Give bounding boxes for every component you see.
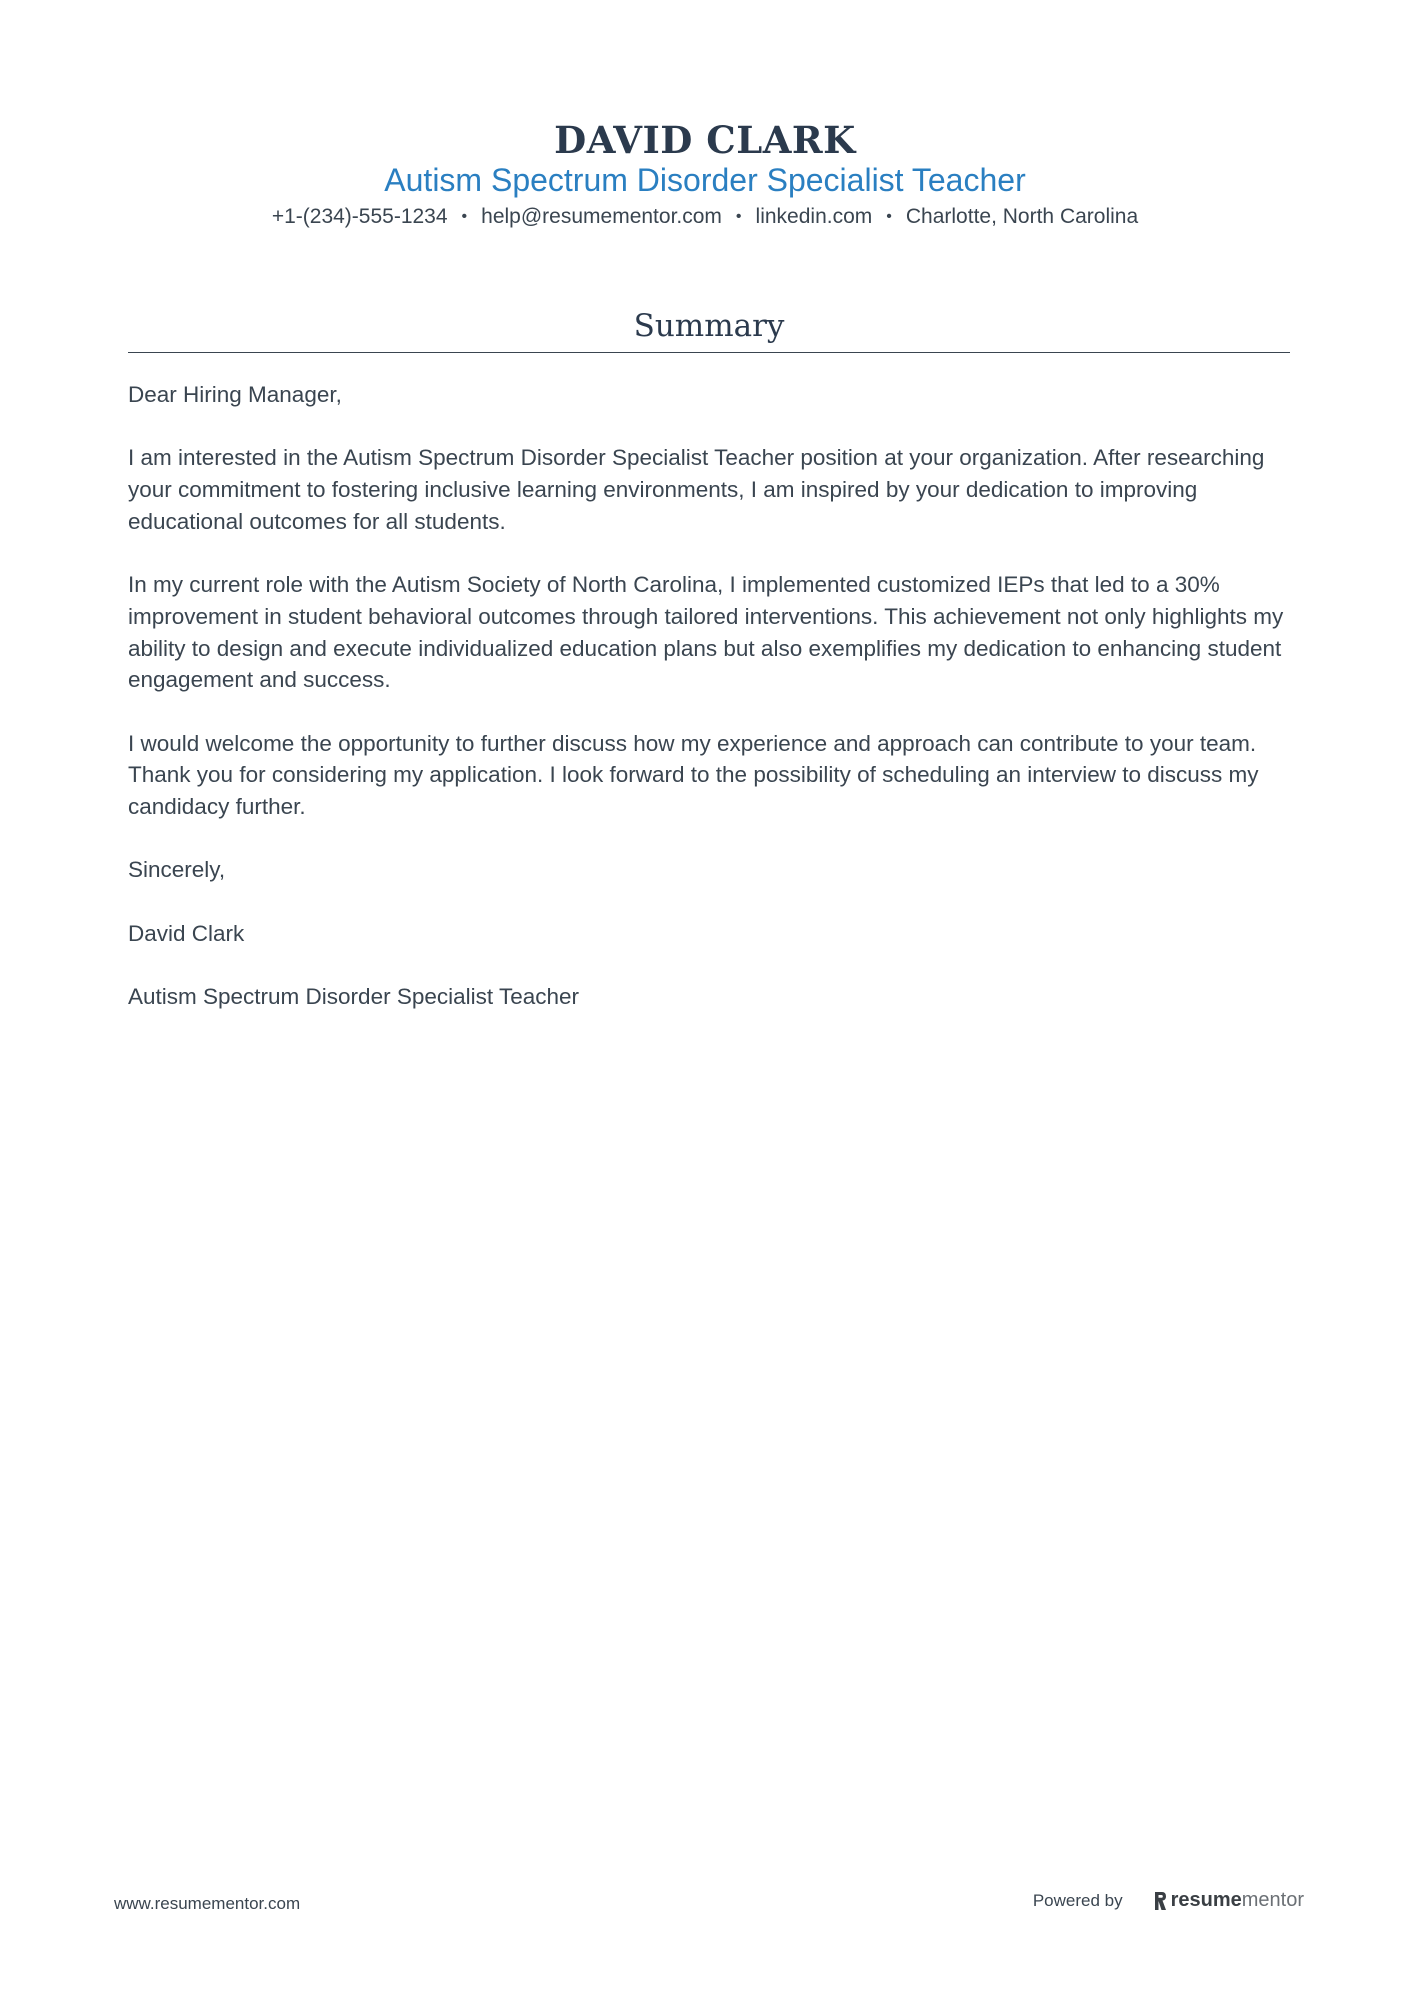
signature-name: David Clark — [128, 920, 245, 946]
section-title: Summary — [128, 306, 1290, 353]
closing: Sincerely, — [128, 857, 226, 883]
contact-linkedin[interactable]: linkedin.com — [755, 205, 873, 228]
resumementor-logo[interactable] — [1153, 1889, 1304, 1912]
signature-title: Autism Spectrum Disorder Specialist Teacher — [128, 984, 580, 1010]
job-title: Autism Spectrum Disorder Specialist Teacher — [384, 162, 1026, 198]
logo-text-light: mentor — [1241, 1889, 1304, 1911]
logo-text-bold: resume — [1170, 1889, 1242, 1911]
powered-by-label: Powered by — [1032, 1890, 1123, 1910]
candidate-name: DAVID CLARK — [554, 118, 856, 162]
letter-paragraph: I would welcome the opportunity to further discuss how my experience and approach can contribute to your team. Thank you for considering my application. I look forward to the possibility of scheduling an interview to discuss my candidacy further. — [128, 730, 1259, 820]
resumementor-logo-icon — [1153, 1891, 1167, 1911]
letter-paragraph: I am interested in the Autism Spectrum Disorder Specialist Teacher position at your organization. After researching your commitment to fostering inclusive learning environments, I am inspired by your dedication to improving educational outcomes for all students. — [128, 445, 1265, 534]
greeting: Dear Hiring Manager, — [128, 382, 342, 407]
letter-body — [128, 379, 1290, 1013]
header — [0, 118, 1410, 230]
contact-phone: +1-(234)-555-1234 — [271, 205, 448, 228]
summary-section — [128, 306, 1290, 1045]
contact-line — [0, 204, 1410, 230]
letter-paragraph: In my current role with the Autism Society of North Carolina, I implemented customized IEPs that led to a 30% improvement in student behavioral outcomes through tailored interventions. This achievement not only highlights my ability to design and execute individualized education plans but also exemplifies my dedication to enhancing student engagement and success. — [128, 572, 1284, 693]
contact-location: Charlotte, North Carolina — [905, 205, 1139, 228]
separator-dot: • — [886, 208, 892, 225]
separator-dot: • — [461, 208, 468, 225]
separator-dot: • — [735, 208, 742, 225]
footer-branding — [1033, 1889, 1304, 1912]
footer-website[interactable]: www.resumementor.com — [114, 1894, 301, 1913]
contact-email[interactable]: help@resumementor.com — [481, 205, 722, 228]
